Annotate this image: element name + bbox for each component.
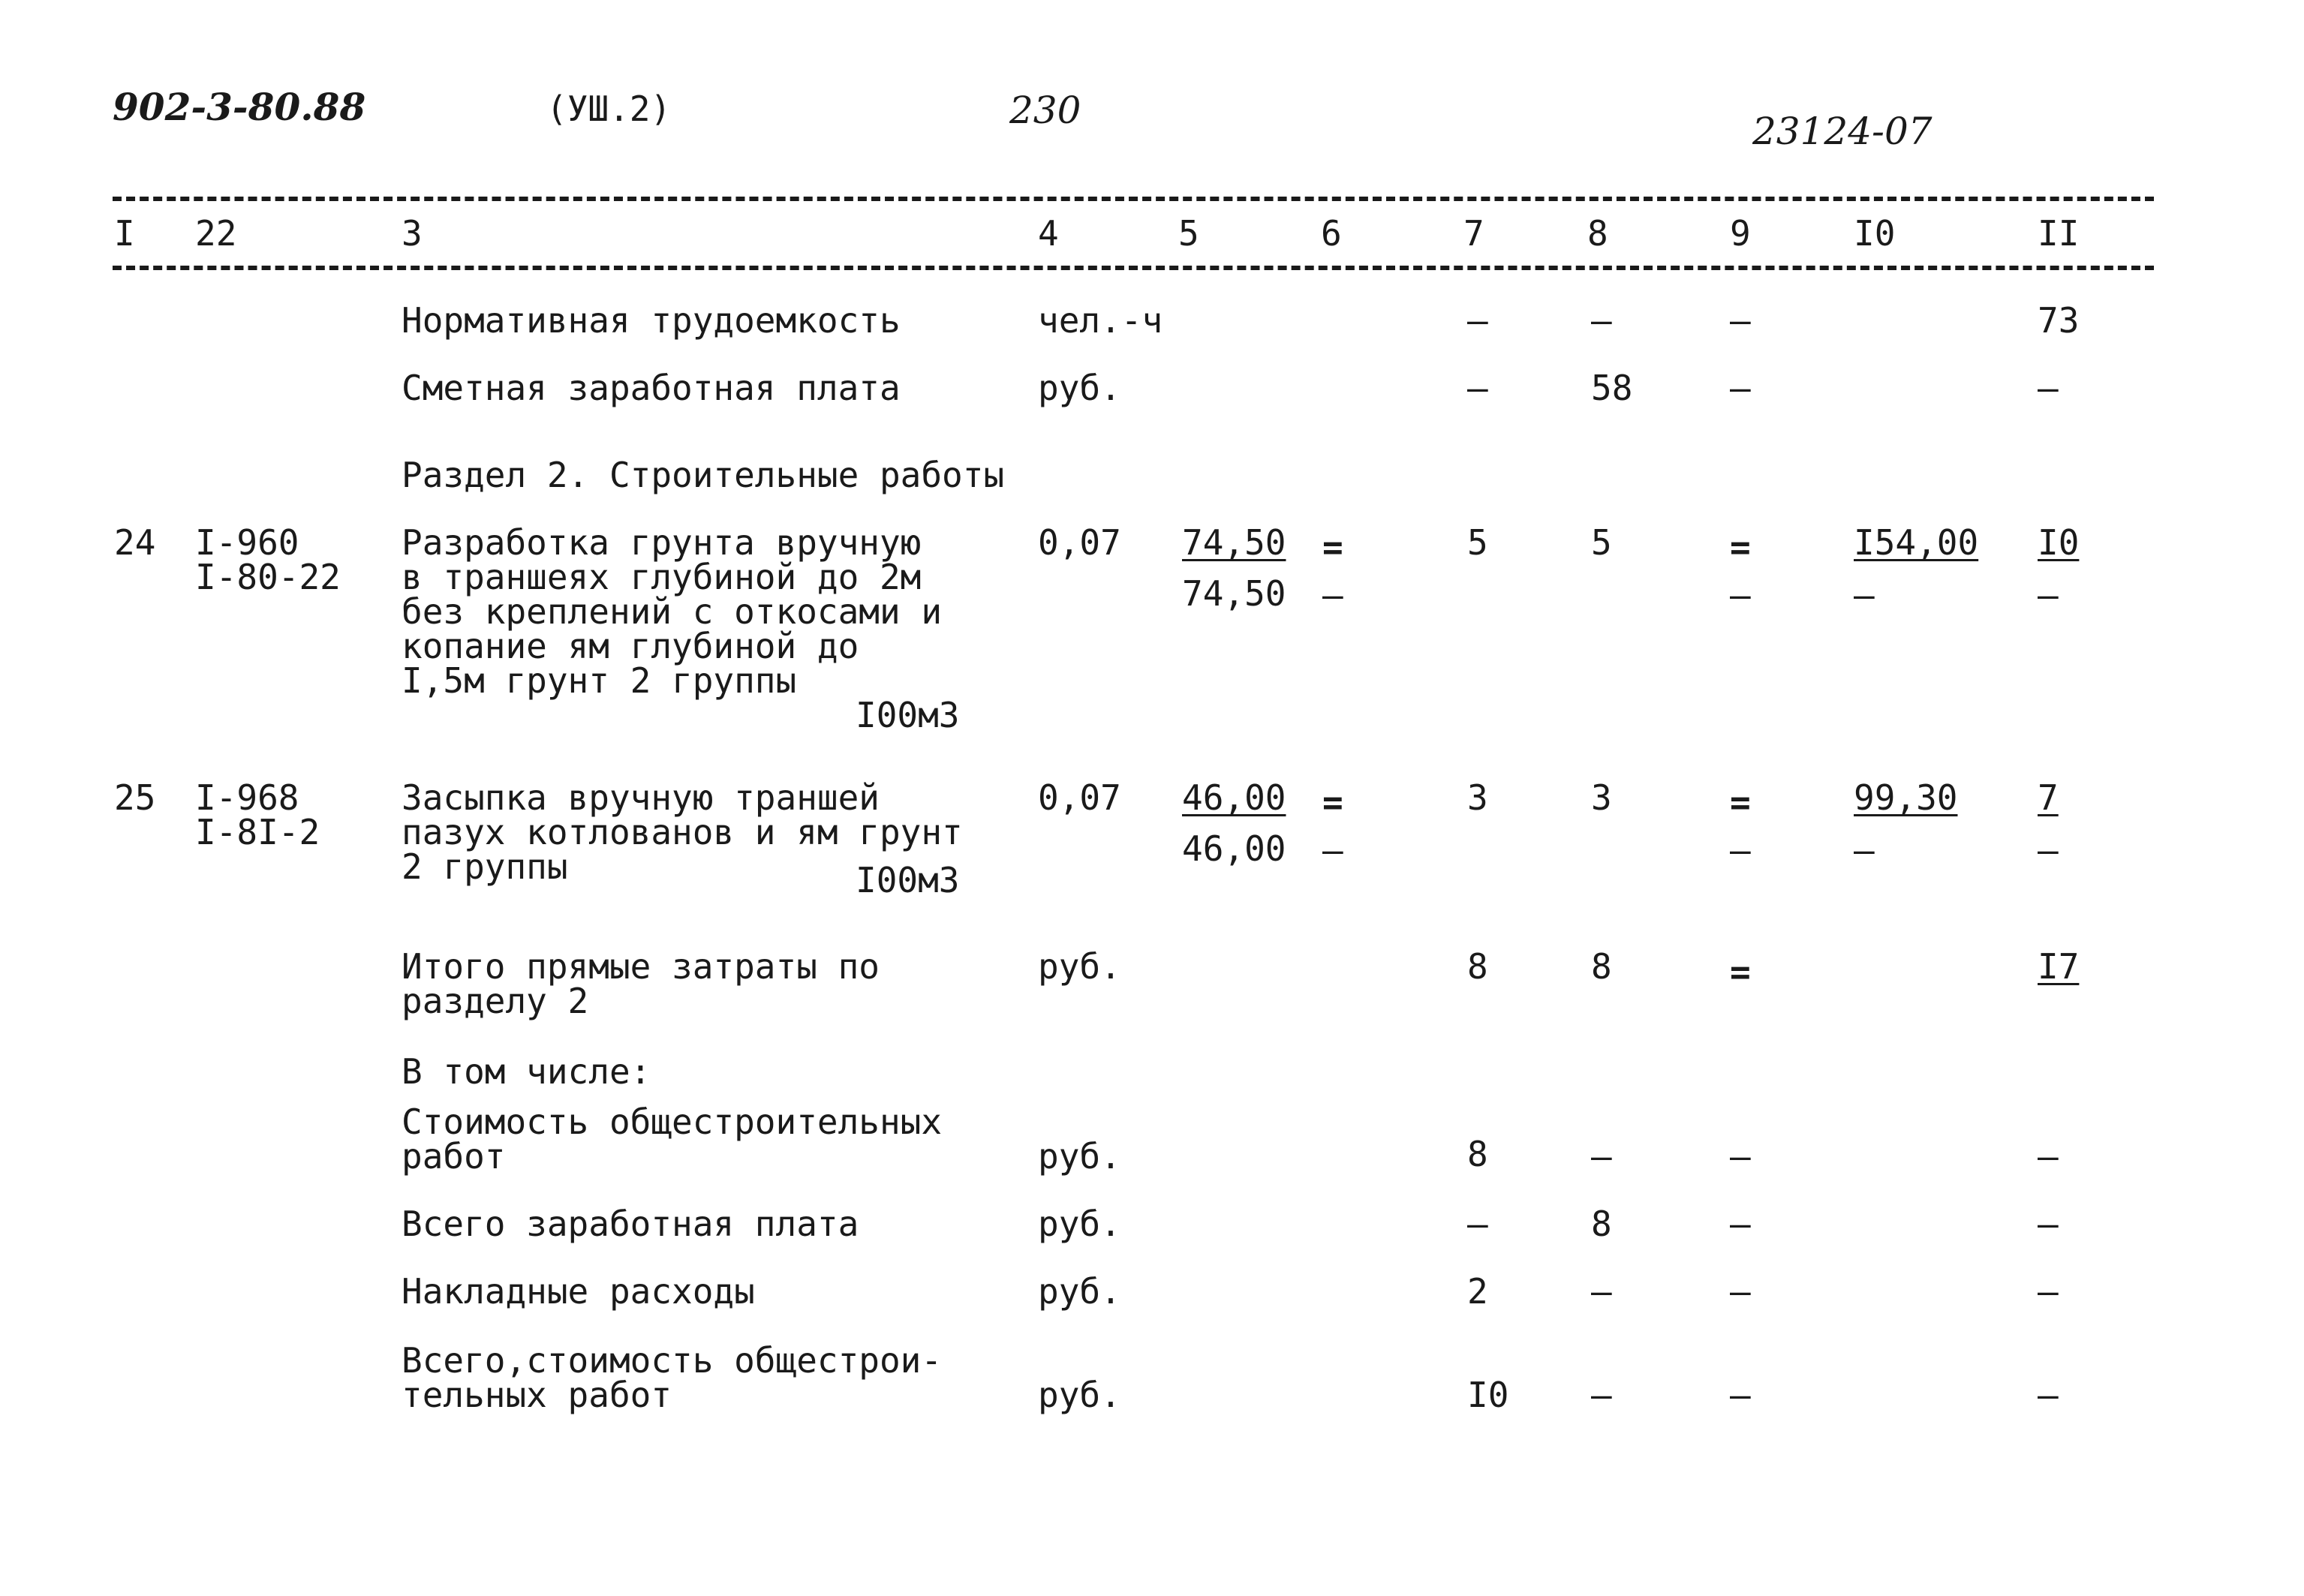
wage-unit: руб. bbox=[1038, 368, 1121, 408]
column-header-2: 22 bbox=[195, 213, 237, 254]
item25-c11-top: 7 bbox=[2038, 777, 2059, 818]
item25-code1: I-968 bbox=[195, 777, 299, 818]
labor-unit: чел.-ч bbox=[1038, 300, 1163, 341]
labor-c11: 73 bbox=[2038, 300, 2080, 341]
item25-c5-top: 46,00 bbox=[1182, 777, 1286, 818]
overhead-c11: – bbox=[2038, 1271, 2059, 1312]
grand-total-name: Всего,стоимость общестрои- тельных работ bbox=[402, 1340, 943, 1415]
item24-c9-top: = bbox=[1730, 527, 1751, 567]
grand-total-c7: I0 bbox=[1467, 1375, 1509, 1415]
grand-total-c11: – bbox=[2038, 1375, 2059, 1415]
item24-c5-bottom: 74,50 bbox=[1182, 573, 1286, 614]
item25-c11-bottom: – bbox=[2038, 830, 2059, 870]
item25-qty: 0,07 bbox=[1038, 777, 1121, 818]
item24-c10-top: I54,00 bbox=[1854, 522, 1979, 563]
total-wage-unit: руб. bbox=[1038, 1204, 1121, 1244]
item25-c8: 3 bbox=[1591, 777, 1612, 818]
general-cost-c9: – bbox=[1730, 1136, 1751, 1177]
item25-description: Засыпка вручную траншей пазух котлованов и ям грунт 2 группы bbox=[402, 777, 963, 887]
column-header-3: 3 bbox=[402, 213, 423, 254]
item24-c10-bottom: – bbox=[1854, 575, 1875, 615]
item24-c11-top: I0 bbox=[2038, 522, 2080, 563]
total-wage-c7: – bbox=[1467, 1204, 1488, 1244]
total-wage-name: Всего заработная плата bbox=[402, 1204, 859, 1244]
item25-c5-bottom: 46,00 bbox=[1182, 828, 1286, 869]
column-header-11: II bbox=[2038, 213, 2080, 254]
overhead-c8: – bbox=[1591, 1271, 1612, 1312]
column-header-8: 8 bbox=[1587, 213, 1608, 254]
item24-code1: I-960 bbox=[195, 522, 299, 563]
grand-total-c9: – bbox=[1730, 1375, 1751, 1415]
column-header-7: 7 bbox=[1463, 213, 1484, 254]
item24-c6-top: = bbox=[1322, 527, 1343, 567]
labor-c7: – bbox=[1467, 300, 1488, 341]
item25-code2: I-8I-2 bbox=[195, 812, 320, 852]
total-c7: 8 bbox=[1467, 946, 1488, 987]
column-header-9: 9 bbox=[1730, 213, 1751, 254]
total-wage-c11: – bbox=[2038, 1204, 2059, 1244]
wage-c9: – bbox=[1730, 368, 1751, 408]
column-header-5: 5 bbox=[1178, 213, 1199, 254]
item25-number: 25 bbox=[114, 777, 156, 818]
section-title: Раздел 2. Строительные работы bbox=[402, 455, 1005, 495]
total-c11: I7 bbox=[2038, 946, 2080, 987]
general-cost-name: Стоимость общестроительных работ bbox=[402, 1102, 943, 1177]
general-cost-c7: 8 bbox=[1467, 1134, 1488, 1174]
item25-c6-bottom: – bbox=[1322, 830, 1343, 870]
header-top-rule bbox=[113, 197, 2154, 201]
item24-qty: 0,07 bbox=[1038, 522, 1121, 563]
general-cost-unit: руб. bbox=[1038, 1136, 1121, 1177]
overhead-unit: руб. bbox=[1038, 1271, 1121, 1312]
item24-code2: I-80-22 bbox=[195, 557, 341, 597]
labor-c8: – bbox=[1591, 300, 1612, 341]
item24-c7: 5 bbox=[1467, 522, 1488, 563]
total-c8: 8 bbox=[1591, 946, 1612, 987]
wage-c8: 58 bbox=[1591, 368, 1633, 408]
overhead-c9: – bbox=[1730, 1271, 1751, 1312]
item25-c7: 3 bbox=[1467, 777, 1488, 818]
item24-description: Разработка грунта вручную в траншеях глубиной до 2м без креплений с откосами и копание ям глубиной до I,5м грунт 2 группы bbox=[402, 522, 943, 701]
item25-c10-top: 99,30 bbox=[1854, 777, 1958, 818]
item24-measure: I00м3 bbox=[856, 695, 960, 735]
item25-c9-top: = bbox=[1730, 782, 1751, 822]
item24-c9-bottom: – bbox=[1730, 575, 1751, 615]
item25-c9-bottom: – bbox=[1730, 830, 1751, 870]
item25-c6-top: = bbox=[1322, 782, 1343, 822]
item24-c8: 5 bbox=[1591, 522, 1612, 563]
general-cost-c8: – bbox=[1591, 1136, 1612, 1177]
item24-c11-bottom: – bbox=[2038, 575, 2059, 615]
general-cost-c11: – bbox=[2038, 1136, 2059, 1177]
column-header-1: I bbox=[114, 213, 135, 254]
column-header-4: 4 bbox=[1038, 213, 1059, 254]
item24-number: 24 bbox=[114, 522, 156, 563]
grand-total-unit: руб. bbox=[1038, 1375, 1121, 1415]
overhead-name: Накладные расходы bbox=[402, 1271, 755, 1312]
total-wage-c9: – bbox=[1730, 1204, 1751, 1244]
item25-measure: I00м3 bbox=[856, 860, 960, 900]
total-c9: = bbox=[1730, 951, 1751, 992]
total-name: Итого прямые затраты по разделу 2 bbox=[402, 946, 880, 1021]
page-number: 230 bbox=[1009, 89, 1081, 132]
header-bottom-rule bbox=[113, 266, 2154, 270]
item25-c10-bottom: – bbox=[1854, 830, 1875, 870]
labor-c9: – bbox=[1730, 300, 1751, 341]
including-label: В том числе: bbox=[402, 1051, 651, 1092]
labor-name: Нормативная трудоемкость bbox=[402, 300, 901, 341]
document-code: 902-3-80.88 bbox=[113, 85, 366, 129]
grand-total-c8: – bbox=[1591, 1375, 1612, 1415]
column-header-10: I0 bbox=[1854, 213, 1896, 254]
total-unit: руб. bbox=[1038, 946, 1121, 987]
total-wage-c8: 8 bbox=[1591, 1204, 1612, 1244]
wage-name: Сметная заработная плата bbox=[402, 368, 901, 408]
overhead-c7: 2 bbox=[1467, 1271, 1488, 1312]
wage-c11: – bbox=[2038, 368, 2059, 408]
volume-label: (УШ.2) bbox=[546, 89, 672, 129]
inventory-number: 23124-07 bbox=[1752, 110, 1933, 153]
wage-c7: – bbox=[1467, 368, 1488, 408]
item24-c5-top: 74,50 bbox=[1182, 522, 1286, 563]
item24-c6-bottom: – bbox=[1322, 575, 1343, 615]
column-header-6: 6 bbox=[1321, 213, 1342, 254]
